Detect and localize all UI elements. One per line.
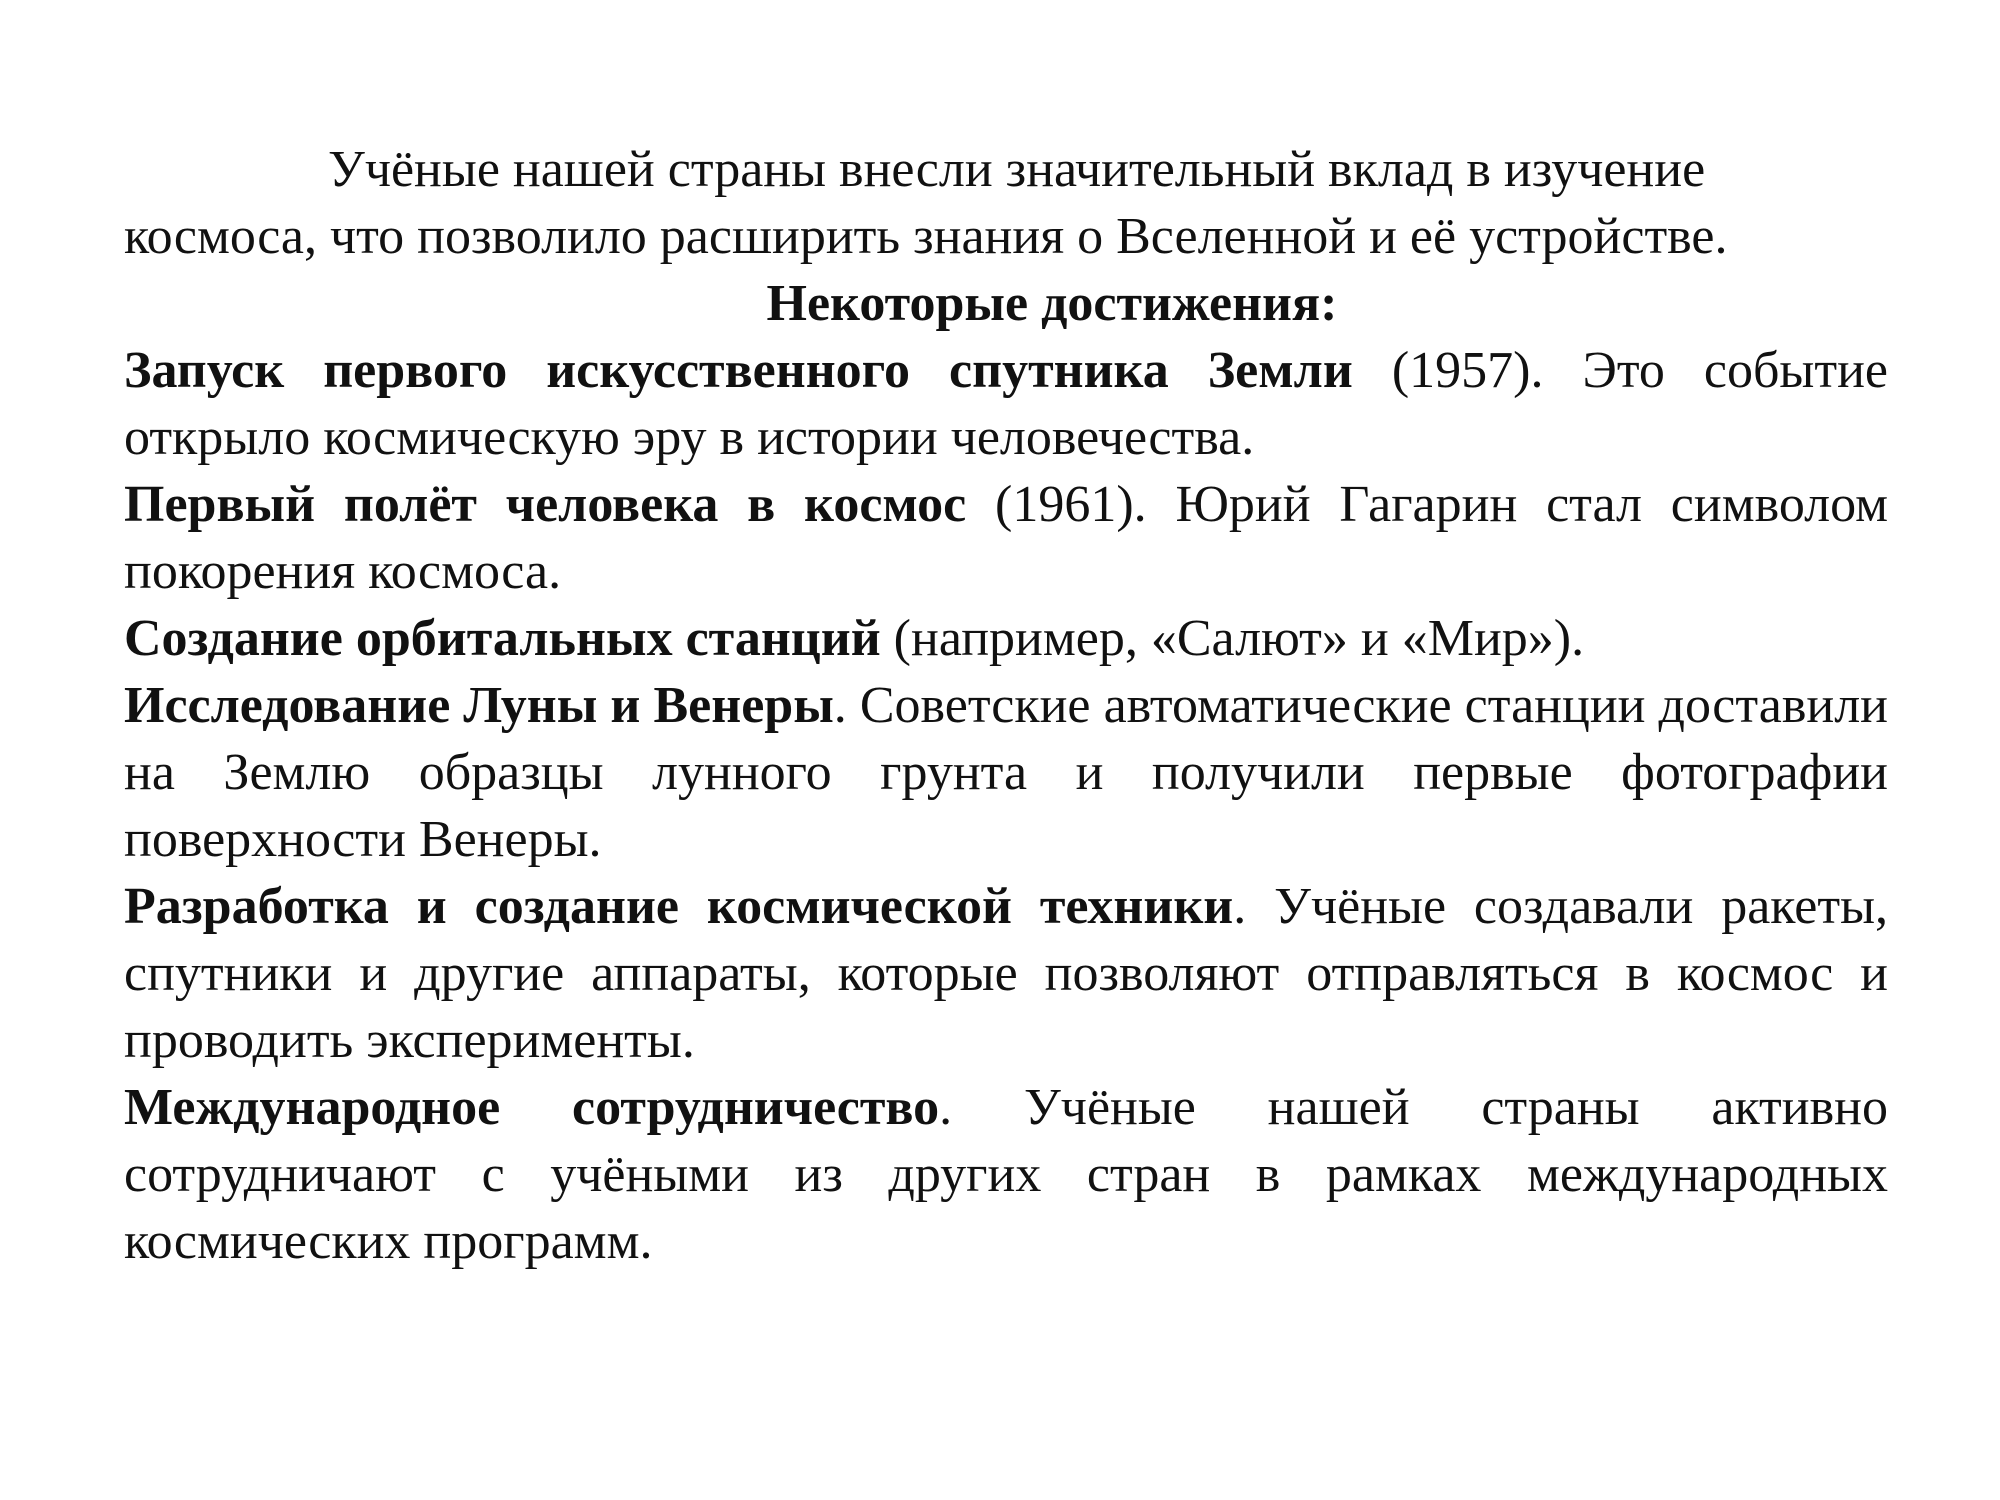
achievement-text: . Советские автоматические станции доставили на Землю образцы лунного грунта и получили первые фотографии поверхности Венеры. xyxy=(124,677,1888,868)
achievement-text: (1961). Юрий Гагарин стал символом покорения космоса. xyxy=(124,476,1888,600)
achievement-item-international-cooperation xyxy=(124,1074,1888,1275)
document-page xyxy=(124,136,1888,1275)
achievement-title: Международное сотрудничество xyxy=(124,1079,940,1136)
achievement-title: Первый полёт человека в космос xyxy=(124,476,967,533)
achievement-text: (1957). Это событие открыло космическую эру в истории человечества. xyxy=(124,342,1889,466)
achievement-text: . Учёные нашей страны активно сотрудничают с учёными из других стран в рамках международных космических программ. xyxy=(124,1079,1888,1270)
achievement-text: (например, «Салют» и «Мир»). xyxy=(880,610,1585,667)
achievement-item-space-technology xyxy=(124,873,1888,1074)
achievement-item-orbital-stations xyxy=(124,605,1888,672)
achievement-title: Разработка и создание космической техники xyxy=(124,878,1234,935)
achievement-text: . Учёные создавали ракеты, спутники и другие аппараты, которые позволяют отправляться в космос и проводить эксперименты. xyxy=(124,878,1889,1069)
achievement-title: Создание орбитальных станций xyxy=(124,610,881,667)
achievement-item-sputnik xyxy=(124,337,1888,471)
intro-paragraph: Учёные нашей страны внесли значительный вклад в изучение космоса, что позволило расширить знания о Вселенной и её устройстве. xyxy=(124,141,1728,265)
achievement-title: Запуск первого искусственного спутника Земли xyxy=(124,342,1353,399)
achievement-item-moon-venus xyxy=(124,672,1888,873)
achievement-title: Исследование Луны и Венеры xyxy=(124,677,834,734)
achievement-item-gagarin xyxy=(124,471,1888,605)
section-heading: Некоторые достижения: xyxy=(766,275,1338,332)
